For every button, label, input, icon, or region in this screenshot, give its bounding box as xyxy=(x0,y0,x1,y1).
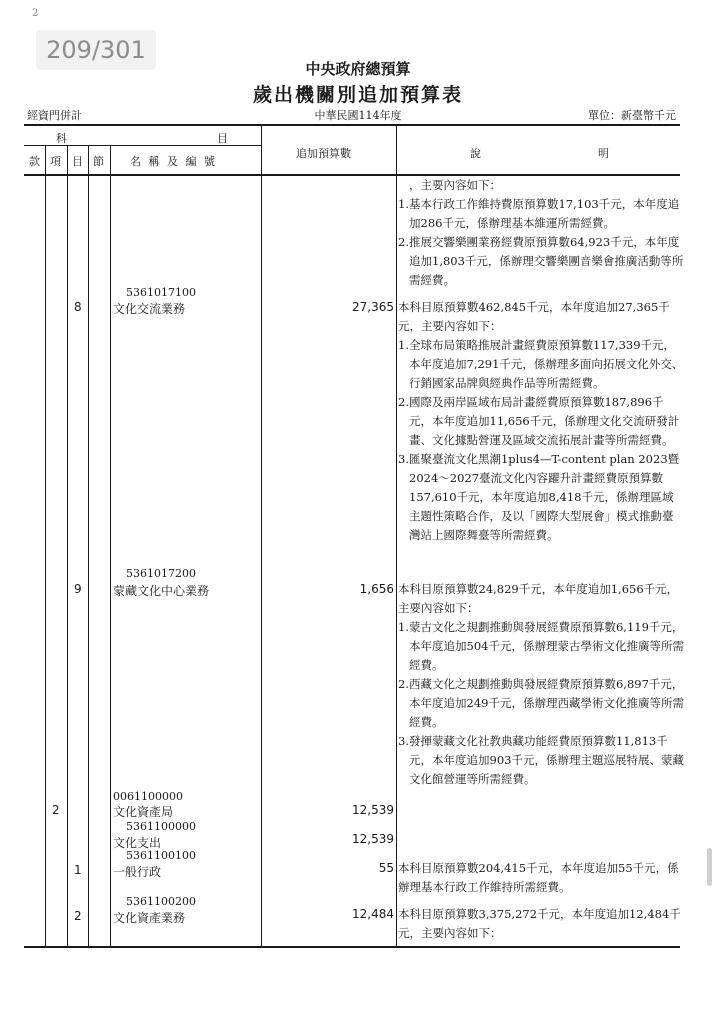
desc-paragraph: 本科目原預算數204,415千元，本年度追加55千元，係辦理基本行政工作維持所需經費。 xyxy=(398,861,679,894)
scrollbar-thumb[interactable] xyxy=(707,848,712,886)
intro-description xyxy=(398,176,684,290)
document-title: 中央政府總預算 xyxy=(305,60,411,78)
corner-mark: 2 xyxy=(32,8,39,19)
unit-label: 單位：新臺幣千元 xyxy=(588,109,676,122)
row-description xyxy=(398,905,684,943)
col-divider-xiang xyxy=(67,145,68,947)
header-amount: 追加預算數 xyxy=(296,147,351,160)
header-name-code: 名 稱 及 編 號 xyxy=(130,155,217,168)
row-amount: 12,484 xyxy=(352,907,394,921)
page-counter-badge: 209/301 xyxy=(36,30,156,70)
row-kuan-number: 2 xyxy=(52,803,60,817)
desc-paragraph: 本科目原預算數24,829千元，本年度追加1,656千元，主要內容如下： xyxy=(398,582,679,615)
col-divider-jie xyxy=(110,145,111,947)
col-divider-name xyxy=(261,125,262,947)
row-name: 蒙藏文化中心業務 xyxy=(113,584,210,598)
desc-item: 1.全球布局策略推展計畫經費原預算數117,339千元，本年度追加7,291千元，係辦理多面向拓展文化外交、行銷國家品牌與經典作品等所需經費。 xyxy=(398,338,684,390)
row-name: 文化交流業務 xyxy=(113,302,186,316)
row-mu-number: 9 xyxy=(74,582,82,596)
row-code: 0061100000 xyxy=(113,790,183,803)
intro-desc-line: ，主要內容如下： xyxy=(409,178,501,192)
row-description xyxy=(398,580,684,789)
header-mu: 目 xyxy=(217,132,228,145)
intro-desc-item: 1.基本行政工作維持費原預算數17,103千元，本年度追加286千元，係辦理基本維運所需經費。 xyxy=(398,197,680,230)
table-top-border xyxy=(24,124,680,126)
row-code: 5361017100 xyxy=(126,286,196,299)
table-bottom-border xyxy=(24,946,680,948)
row-name: 文化資產局 xyxy=(113,805,174,819)
table-title: 歲出機關別追加預算表 xyxy=(252,84,463,106)
row-name: 一般行政 xyxy=(113,865,162,879)
row-mu-number: 8 xyxy=(74,300,82,314)
row-xiang-number: 1 xyxy=(74,863,82,877)
desc-item: 3.匯聚臺流文化黑潮1plus4—T-content plan 2023暨2024～2027臺流文化內容躍升計畫經費原預算數157,610千元，本年度追加8,418千元，係辦理區域主題性策略合作，及以「國際大型展會」模式推動臺灣站上國際舞臺等所需經費。 xyxy=(398,452,680,542)
row-amount: 12,539 xyxy=(352,832,394,846)
row-code: 5361100100 xyxy=(126,849,196,862)
fiscal-year: 中華民國114年度 xyxy=(314,109,402,122)
header-ke: 科 xyxy=(56,132,67,145)
desc-item: 3.發揮蒙藏文化社教典藏功能經費原預算數11,813千元，本年度追加903千元，係辦理主題巡展特展、蒙藏文化館營運等所需經費。 xyxy=(398,734,684,786)
desc-item: 2.西藏文化之規劃推動與發展經費原預算數6,897千元，本年度追加249千元，係辦理西藏學術文化推廣等所需經費。 xyxy=(398,677,684,729)
desc-item: 1.蒙古文化之規劃推動與發展經費原預算數6,119千元，本年度追加504千元，係辦理蒙古學術文化推廣等所需經費。 xyxy=(398,620,684,672)
intro-desc-item: 2.推展交響樂團業務經費原預算數64,923千元，本年度追加1,803千元，係辦理交響樂團音樂會推廣活動等所需經費。 xyxy=(398,235,684,287)
header-shuo: 說 xyxy=(470,147,481,160)
row-code: 5361100000 xyxy=(126,820,196,833)
row-description xyxy=(398,298,684,545)
desc-paragraph: 本科目原預算數3,375,272千元，本年度追加12,484千元，主要內容如下： xyxy=(398,907,681,940)
col-divider-amount xyxy=(396,125,397,947)
row-description xyxy=(398,859,684,897)
row-code: 5361017200 xyxy=(126,567,196,580)
col-divider-mu xyxy=(88,145,89,947)
header-xiang: 項 xyxy=(50,155,61,168)
header-kuan: 款 xyxy=(29,155,40,168)
header-jie: 節 xyxy=(93,155,104,168)
row-amount: 27,365 xyxy=(352,300,394,314)
row-name: 文化資產業務 xyxy=(113,911,186,925)
desc-paragraph: 本科目原預算數462,845千元，本年度追加27,365千元，主要內容如下： xyxy=(398,300,670,333)
desc-item: 2.國際及兩岸區域布局計畫經費原預算數187,896千元，本年度追加11,656千元，係辦理文化交流研發計畫、文化據點營運及區域交流拓展計畫等所需經費。 xyxy=(398,395,680,447)
header-ming: 明 xyxy=(598,147,609,160)
left-meta: 經資門併計 xyxy=(27,109,82,122)
col-divider-kuan xyxy=(45,145,46,947)
row-xiang-number: 2 xyxy=(74,909,82,923)
row-amount: 1,656 xyxy=(359,582,394,596)
row-amount: 55 xyxy=(378,861,394,875)
header-mu2: 目 xyxy=(72,155,83,168)
row-name: 文化支出 xyxy=(113,836,162,850)
row-amount: 12,539 xyxy=(352,803,394,817)
row-code: 5361100200 xyxy=(126,895,196,908)
